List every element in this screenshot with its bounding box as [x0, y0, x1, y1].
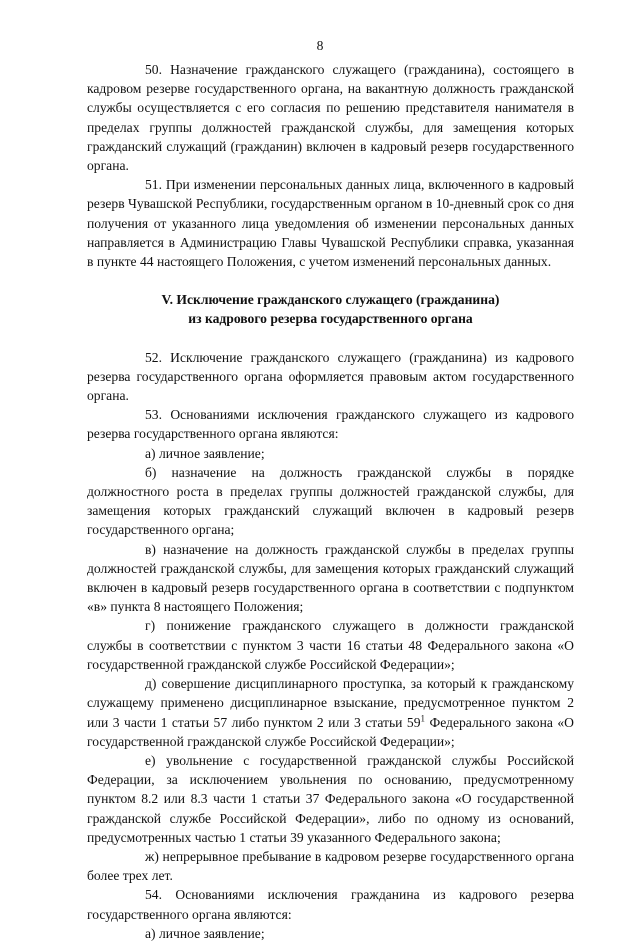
paragraph-53-d: г) понижение гражданского служащего в должности гражданской службы в соответствии с пунктом 3 части 16 статьи 48 Федерального закона «О государственной гражданской службе Российской Федерации»; [87, 618, 574, 672]
section-heading-line-2: из кадрового резерва государственного органа [188, 311, 473, 327]
page-number: 8 [316, 38, 324, 53]
paragraph-53-e-text-1: д) совершение дисциплинарного проступка, за который к гражданскому служащему применено дисциплинарное взыскание, предусмотренное пунктом 2 или 3 части 1 статьи 57 либо пунктом 2 или 3 статьи 59 [87, 676, 574, 730]
article-superscript: 1 [420, 712, 425, 723]
paragraph-54-a: а) личное заявление; [145, 925, 265, 941]
paragraph-53: 53. Основаниями исключения гражданского служащего из кадрового резерва государственного органа являются: [87, 407, 574, 442]
paragraph-54: 54. Основаниями исключения гражданина из кадрового резерва государственного органа являются: [87, 887, 574, 922]
paragraph-53-b: б) назначение на должность гражданской службы в порядке должностного роста в пределах группы должностей гражданской службы, для замещения которых гражданский служащий включен в кадровый резерв государственного органа; [87, 464, 574, 538]
paragraph-53-e [87, 674, 574, 751]
paragraph-53-e-text-2: Федерального закона «О государственной гражданской службе Российской Федерации»; [87, 714, 574, 749]
paragraph-53-a: а) личное заявление; [145, 445, 265, 461]
paragraph-52: 52. Исключение гражданского служащего (гражданина) из кадрового резерва государственного органа оформляется правовым актом государственного органа. [87, 349, 574, 404]
paragraph-53-g: ж) непрерывное пребывание в кадровом резерве государственного органа более трех лет. [87, 848, 574, 884]
document-body [87, 60, 574, 943]
paragraph-53-c: в) назначение на должность гражданской службы в пределах группы должностей гражданской службы, для замещения которых гражданский служащий включен в кадровый резерв государственного органа в соответствии с подпунктом «в» пункта 8 настоящего Положения; [87, 541, 574, 615]
section-heading [87, 290, 574, 328]
paragraph-53-f: е) увольнение с государственной гражданской службы Российской Федерации, за исключением увольнения по основанию, предусмотренному пунктом 8.2 или 8.3 части 1 статьи 37 Федерального закона «О государственной гражданской службе Российской Федерации», либо по одному из оснований, предусмотренных частью 1 статьи 39 указанного Федерального закона; [87, 752, 574, 845]
paragraph-50: 50. Назначение гражданского служащего (гражданина), состоящего в кадровом резерве государственного органа, на вакантную должность гражданской службы осуществляется с его согласия по решению представителя нанимателя в пределах группы должностей гражданской службы, для замещения которых гражданский служащий (гражданин) включен в кадровый резерв государственного органа. [87, 62, 574, 174]
section-heading-line-1: V. Исключение гражданского служащего (гражданина) [161, 292, 500, 308]
paragraph-51: 51. При изменении персональных данных лица, включенного в кадровый резерв Чувашской Республики, государственным органом в 10-дневный срок со дня получения от указанного лица уведомления об изменении персональных данных направляется в Администрацию Главы Чувашской Республики справка, указанная в пункте 44 настоящего Положения, с учетом изменений персональных данных. [87, 177, 574, 270]
